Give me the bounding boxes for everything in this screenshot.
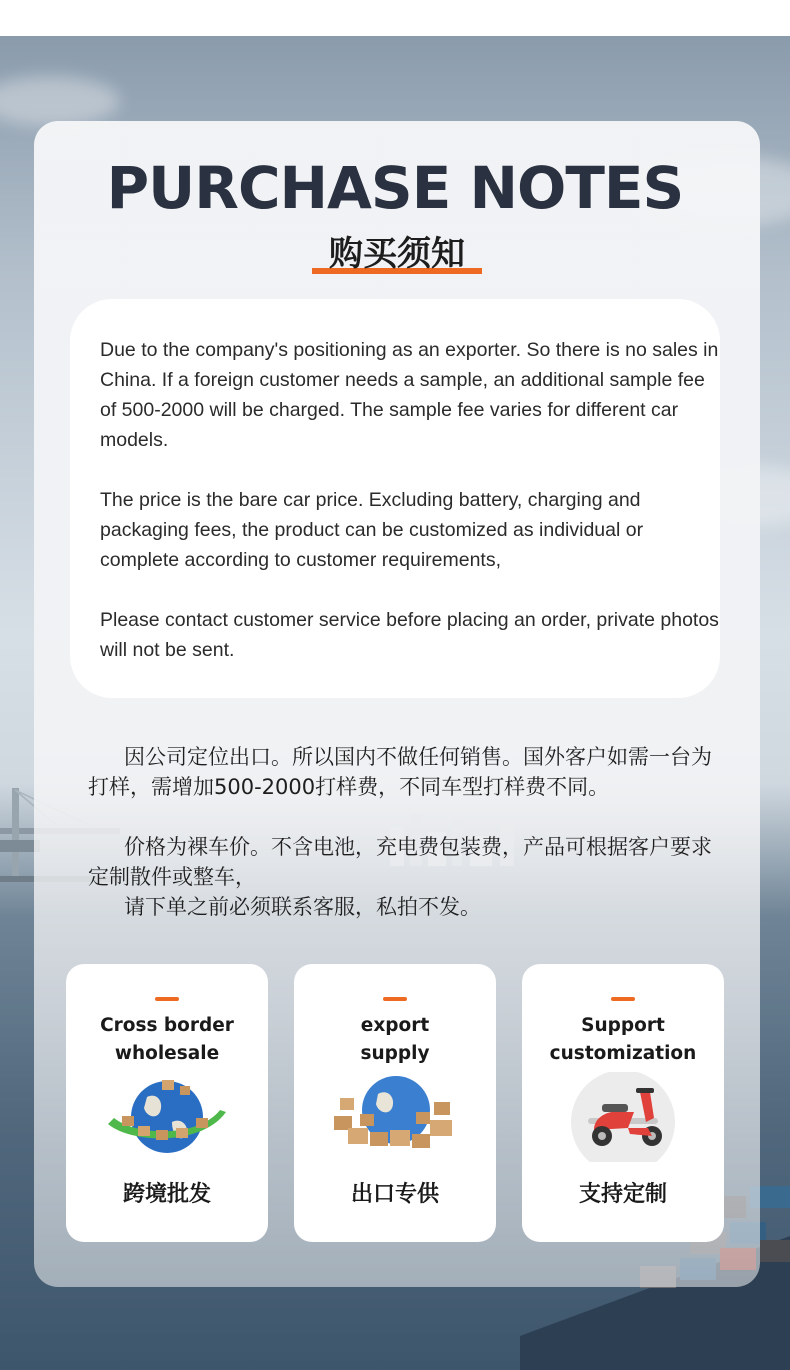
feature-label-cn: 出口专供 xyxy=(350,1182,439,1207)
feature-title-line1: export xyxy=(360,1015,430,1036)
feature-export-supply xyxy=(294,964,496,1242)
note-contact-service: Please contact customer service before placing an order, private photos will not be sent. xyxy=(100,609,719,661)
note-sample-fee: Due to the company's positioning as an exporter. So there is no sales in China. If a foreign customer needs a sample, an additional sample fee of 500-2000 will be charged. The sample fee varies for different car models. xyxy=(100,339,719,451)
feature-title-line2: wholesale xyxy=(114,1043,220,1064)
cn-note-contact-service: 请下单之前必须联系客服，私拍不发。 xyxy=(124,895,481,919)
feature-title xyxy=(66,1012,268,1068)
accent-dash xyxy=(611,997,635,1001)
scooter-icon xyxy=(558,1072,688,1162)
globe-boxes-icon xyxy=(102,1072,232,1162)
accent-dash xyxy=(383,997,407,1001)
page-subtitle-cn: 购买须知 xyxy=(329,234,465,274)
feature-label-cn: 支持定制 xyxy=(578,1182,667,1207)
cn-note-bare-price: 价格为裸车价。不含电池，充电费包装费，产品可根据客户要求定制散件或整车， xyxy=(88,835,712,889)
feature-title xyxy=(522,1012,724,1068)
feature-title-line1: Cross border xyxy=(100,1015,234,1036)
page-title: PURCHASE NOTES xyxy=(106,154,684,222)
feature-cross-border-wholesale xyxy=(66,964,268,1242)
feature-title-line1: Support xyxy=(581,1015,665,1036)
feature-label-cn: 跨境批发 xyxy=(122,1182,211,1207)
feature-title-line2: supply xyxy=(360,1043,430,1064)
boxes-globe-icon xyxy=(330,1072,460,1162)
accent-dash xyxy=(155,997,179,1001)
cn-note-sample-fee: 因公司定位出口。所以国内不做任何销售。国外客户如需一台为打样，需增加500-2000打样费，不同车型打样费不同。 xyxy=(88,745,712,799)
feature-title xyxy=(294,1012,496,1068)
feature-support-customization xyxy=(522,964,724,1242)
feature-title-line2: customization xyxy=(549,1043,697,1064)
note-bare-price: The price is the bare car price. Excluding battery, charging and packaging fees, the product can be customized as individual or complete according to customer requirements, xyxy=(100,489,644,571)
